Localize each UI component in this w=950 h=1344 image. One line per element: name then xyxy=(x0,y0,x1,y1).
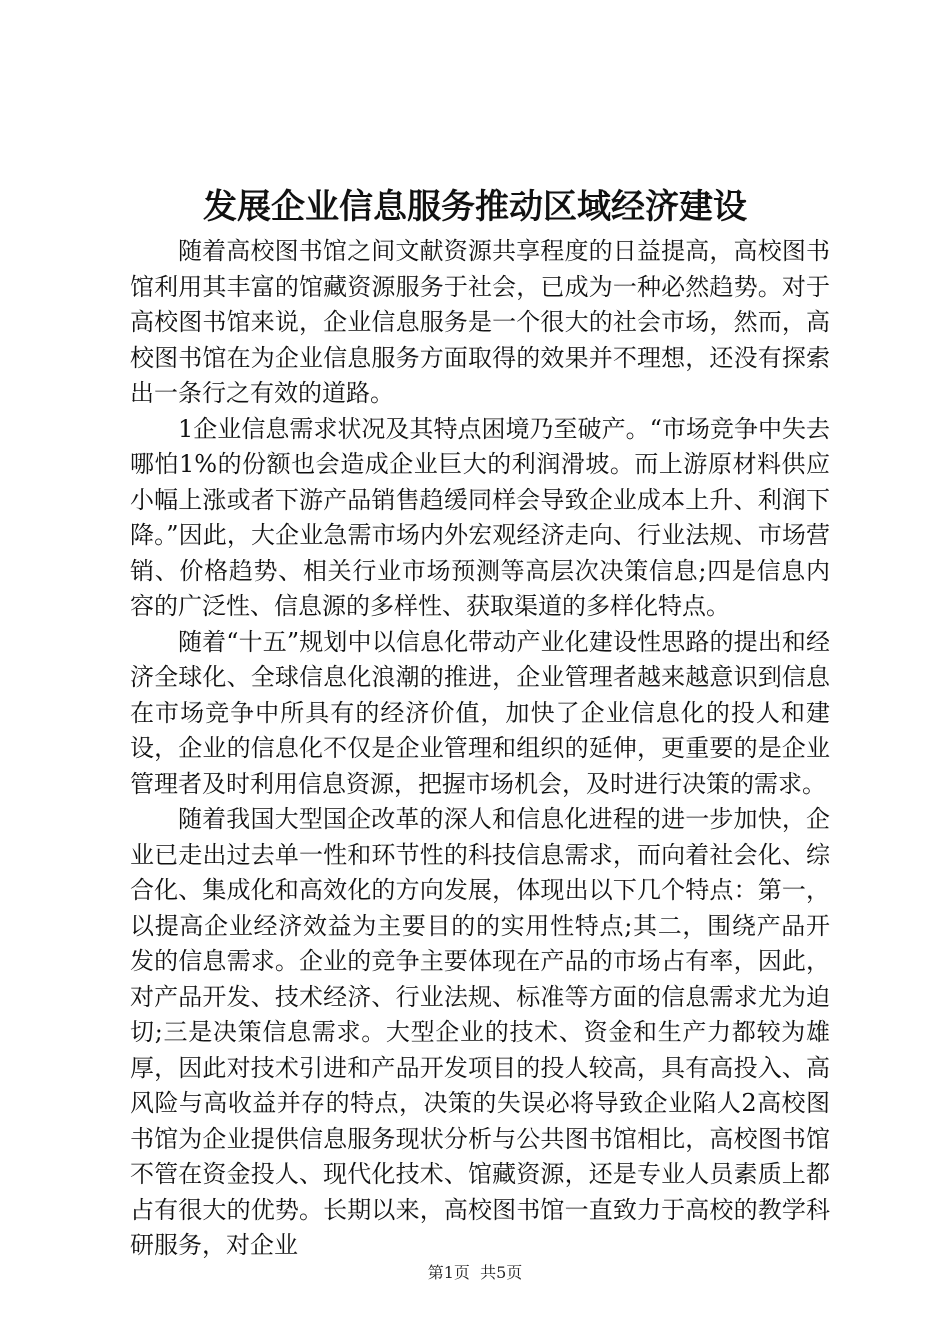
paragraph-2: 1企业信息需求状况及其特点困境乃至破产。“市场竞争中失去哪怕1%的份额也会造成企业巨大的利润滑坡。而上游原材料供应小幅上涨或者下游产品销售趋缓同样会导致企业成本上升、利润下降。”因此，大企业急需市场内外宏观经济走向、行业法规、市场营销、价格趋势、相关行业市场预测等高层次决策信息;四是信息内容的广泛性、信息源的多样性、获取渠道的多样化特点。 xyxy=(130,414,830,620)
page-total: 共5页 xyxy=(480,1263,523,1282)
document-title: 发展企业信息服务推动区域经济建设 xyxy=(203,187,747,227)
page-number: 第1页 xyxy=(427,1263,470,1282)
paragraph-3: 随着“十五”规划中以信息化带动产业化建设性思路的提出和经济全球化、全球信息化浪潮的推进，企业管理者越来越意识到信息在市场竞争中所具有的经济价值，加快了企业信息化的投人和建设，企业的信息化不仅是企业管理和组织的延伸，更重要的是企业管理者及时利用信息资源，把握市场机会，及时进行决策的需求。 xyxy=(130,627,830,798)
document-body xyxy=(130,234,830,1264)
paragraph-4: 随着我国大型国企改革的深人和信息化进程的进一步加快，企业已走出过去单一性和环节性的科技信息需求，而向着社会化、综合化、集成化和高效化的方向发展，体现出以下几个特点：第一，以提高企业经济效益为主要目的的实用性特点;其二，围绕产品开发的信息需求。企业的竞争主要体现在产品的市场占有率，因此，对产品开发、技术经济、行业法规、标准等方面的信息需求尤为迫切;三是决策信息需求。大型企业的技术、资金和生产力都较为雄厚，因此对技术引进和产品开发项目的投人较高，具有高投入、高风险与高收益并存的特点，决策的失误必将导致企业陷人2高校图书馆为企业提供信息服务现状分析与公共图书馆相比，高校图书馆不管在资金投人、现代化技术、馆藏资源，还是专业人员素质上都占有很大的优势。长期以来，高校图书馆一直致力于高校的教学科研服务，对企业 xyxy=(130,805,830,1259)
paragraph-1: 随着高校图书馆之间文献资源共享程度的日益提高，高校图书馆利用其丰富的馆藏资源服务于社会，已成为一种必然趋势。对于高校图书馆来说，企业信息服务是一个很大的社会市场，然而，高校图书馆在为企业信息服务方面取得的效果并不理想，还没有探索出一条行之有效的道路。 xyxy=(130,237,830,407)
page-footer xyxy=(0,1262,950,1284)
